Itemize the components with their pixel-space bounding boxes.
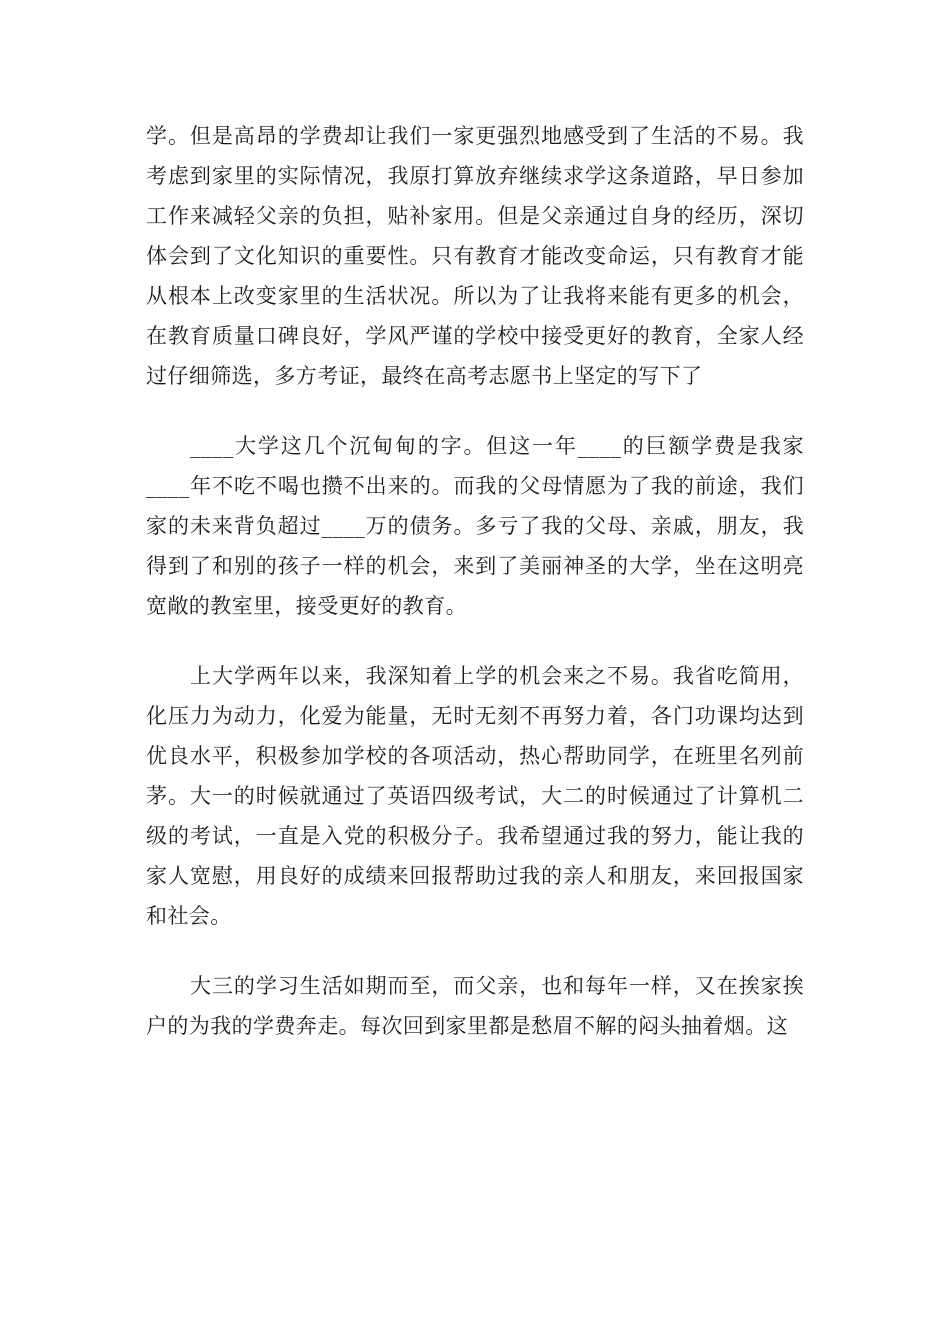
paragraph-3: 上大学两年以来，我深知着上学的机会来之不易。我省吃简用，化压力为动力，化爱为能量，无时无刻不再努力着，各门功课均达到优良水平，积极参加学校的各项活动，热心帮助同学，在班里名列前茅。大一的时候就通过了英语四级考试，大二的时候通过了计算机二级的考试，一直是入党的积极分子。我希望通过我的努力，能让我的家人宽慰，用良好的成绩来回报帮助过我的亲人和朋友，来回报国家和社会。 [146, 664, 804, 928]
paragraph-4: 大三的学习生活如期而至，而父亲，也和每年一样，又在挨家挨户的为我的学费奔走。每次回到家里都是愁眉不解的闷头抽着烟。这 [146, 974, 804, 1038]
paragraph-2: ____大学这几个沉甸甸的字。但这一年____的巨额学费是我家____年不吃不喝也攒不出来的。而我的父母情愿为了我的前途，我们家的未来背负超过____万的债务。多亏了我的父母、亲戚，朋友，我得到了和别的孩子一样的机会，来到了美丽神圣的大学，坐在这明亮宽敞的教室里，接受更好的教育。 [146, 434, 804, 618]
paragraph-1: 学。但是高昂的学费却让我们一家更强烈地感受到了生活的不易。我考虑到家里的实际情况，我原打算放弃继续求学这条道路，早日参加工作来减轻父亲的负担，贴补家用。但是父亲通过自身的经历，深切体会到了文化知识的重要性。只有教育才能改变命运，只有教育才能从根本上改变家里的生活状况。所以为了让我将来能有更多的机会，在教育质量口碑良好，学风严谨的学校中接受更好的教育，全家人经过仔细筛选，多方考证，最终在高考志愿书上坚定的写下了 [146, 124, 804, 388]
